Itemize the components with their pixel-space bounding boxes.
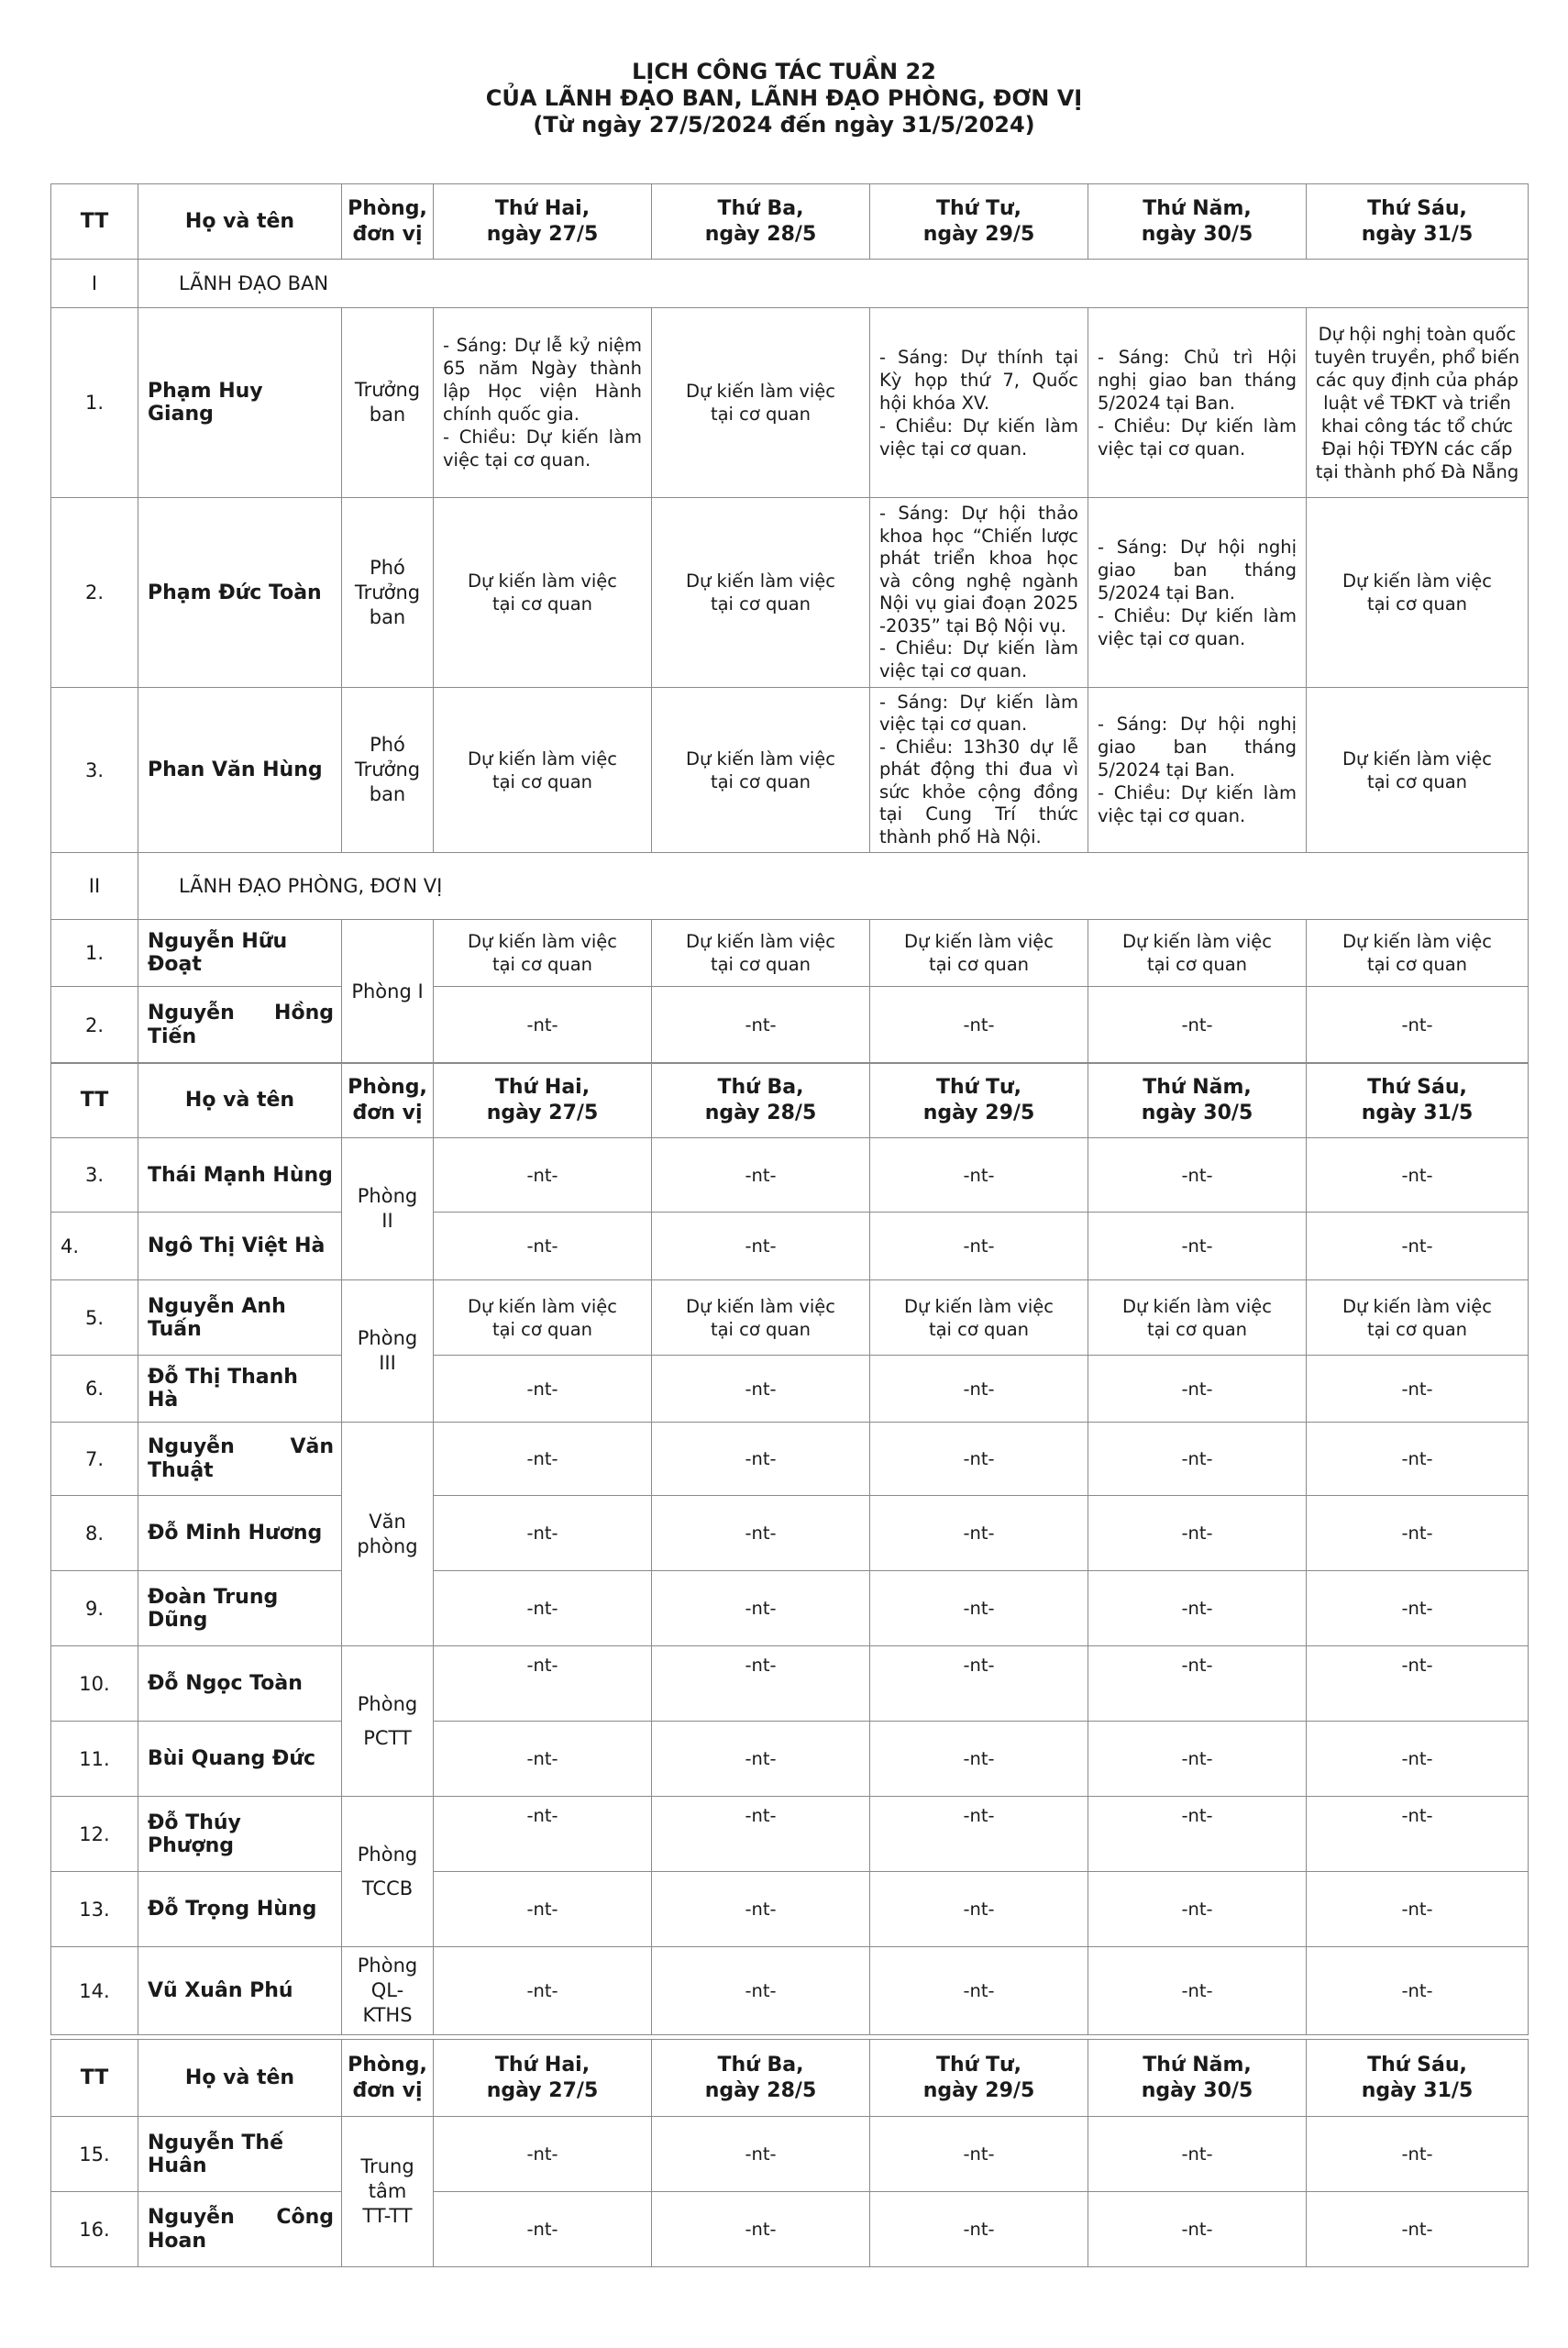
schedule-cell-tue: -nt- [652,1872,870,1947]
person-name: Đỗ Trọng Hùng [138,1872,342,1947]
dept-cell: Trung tâm TT-TT [342,2117,434,2267]
person-name: Bùi Quang Đức [138,1722,342,1797]
dept-cell: Phó Trưởng ban [342,688,434,853]
schedule-cell-fri: -nt- [1307,1797,1529,1872]
schedule-cell-thu: Dự kiến làm việc tại cơ quan [1088,920,1307,987]
dept-cell: Phòng PCTT [342,1646,434,1797]
table-row [51,920,1529,987]
header-day-thu: Thứ Năm, ngày 30/5 [1088,1063,1307,1138]
table-row [51,1947,1529,2035]
schedule-cell-mon: -nt- [434,1496,652,1571]
table-row [51,1872,1529,1947]
table-row [51,1797,1529,1872]
schedule-cell-mon: -nt- [434,1646,652,1722]
schedule-cell-wed: -nt- [870,1356,1088,1423]
schedule-cell-mon: -nt- [434,2117,652,2192]
schedule-cell-tue: Dự kiến làm việc tại cơ quan [652,920,870,987]
schedule-cell-fri: -nt- [1307,987,1529,1064]
schedule-cell-thu: -nt- [1088,1722,1307,1797]
schedule-cell-mon: Dự kiến làm việc tại cơ quan [434,920,652,987]
header-tt: TT [51,184,138,260]
schedule-cell-wed: -nt- [870,1423,1088,1496]
table-row [51,1213,1529,1280]
schedule-table-part-1 [50,183,1529,1064]
table-row [51,1722,1529,1797]
table-row [51,308,1529,498]
header-dept: Phòng, đơn vị [342,2040,434,2117]
schedule-cell-mon: -nt- [434,1356,652,1423]
schedule-cell-fri: Dự kiến làm việc tại cơ quan [1307,1280,1529,1356]
schedule-cell-fri: -nt- [1307,1872,1529,1947]
schedule-cell-tue: -nt- [652,1722,870,1797]
section-row-2 [51,853,1529,920]
header-day-thu: Thứ Năm, ngày 30/5 [1088,2040,1307,2117]
dept-cell: Phòng TCCB [342,1797,434,1947]
person-name: Đỗ Thúy Phượng [138,1797,342,1872]
person-name: Nguyễn Anh Tuấn [138,1280,342,1356]
schedule-cell-wed: -nt- [870,2192,1088,2267]
header-day-fri: Thứ Sáu, ngày 31/5 [1307,184,1529,260]
row-number: 10. [51,1646,138,1722]
schedule-cell-wed: -nt- [870,1138,1088,1213]
header-tt: TT [51,2040,138,2117]
schedule-cell-fri: -nt- [1307,1947,1529,2035]
table-row [51,1280,1529,1356]
schedule-cell-fri: Dự hội nghị toàn quốc tuyên truyền, phổ biến các quy định của pháp luật về TĐKT và triển khai công tác tổ chức Đại hội TĐYN các cấp tại thành phố Đà Nẵng [1307,308,1529,498]
schedule-cell-tue: -nt- [652,1496,870,1571]
schedule-cell-thu: -nt- [1088,1496,1307,1571]
row-number: 1. [51,920,138,987]
person-name: Thái Mạnh Hùng [138,1138,342,1213]
header-day-wed: Thứ Tư, ngày 29/5 [870,1063,1088,1138]
header-day-tue: Thứ Ba, ngày 28/5 [652,2040,870,2117]
person-name: Đỗ Minh Hương [138,1496,342,1571]
schedule-cell-wed: - Sáng: Dự hội thảo khoa học “Chiến lược phát triển khoa học và công nghệ ngành Nội vụ giai đoạn 2025 -2035” tại Bộ Nội vụ. - Chiều: Dự kiến làm việc tại cơ quan. [870,498,1088,688]
schedule-cell-thu: -nt- [1088,1213,1307,1280]
schedule-cell-thu: - Sáng: Dự hội nghị giao ban tháng 5/2024 tại Ban. - Chiều: Dự kiến làm việc tại cơ quan. [1088,498,1307,688]
header-day-mon: Thứ Hai, ngày 27/5 [434,184,652,260]
schedule-cell-tue: -nt- [652,1423,870,1496]
dept-cell: Trưởng ban [342,308,434,498]
schedule-cell-tue: -nt- [652,1797,870,1872]
row-number: 9. [51,1571,138,1646]
schedule-cell-wed: -nt- [870,1496,1088,1571]
schedule-cell-thu: - Sáng: Chủ trì Hội nghị giao ban tháng 5/2024 tại Ban. - Chiều: Dự kiến làm việc tại cơ quan. [1088,308,1307,498]
dept-cell: Phòng QL- KTHS [342,1947,434,2035]
schedule-cell-wed: -nt- [870,1872,1088,1947]
schedule-cell-fri: -nt- [1307,1423,1529,1496]
row-number: 15. [51,2117,138,2192]
header-day-fri: Thứ Sáu, ngày 31/5 [1307,1063,1529,1138]
table-header-row [51,2040,1529,2117]
schedule-cell-tue: -nt- [652,2117,870,2192]
schedule-cell-tue: -nt- [652,1138,870,1213]
table-row [51,2192,1529,2267]
schedule-cell-mon: - Sáng: Dự lễ kỷ niệm 65 năm Ngày thành lập Học viện Hành chính quốc gia. - Chiều: Dự kiến làm việc tại cơ quan. [434,308,652,498]
schedule-cell-fri: -nt- [1307,1138,1529,1213]
schedule-cell-thu: -nt- [1088,987,1307,1064]
section-row-1 [51,260,1529,308]
schedule-cell-thu: -nt- [1088,1571,1307,1646]
schedule-cell-tue: Dự kiến làm việc tại cơ quan [652,498,870,688]
dept-cell: Phó Trưởng ban [342,498,434,688]
schedule-cell-wed: -nt- [870,1947,1088,2035]
schedule-cell-thu: -nt- [1088,1872,1307,1947]
schedule-cell-wed: Dự kiến làm việc tại cơ quan [870,920,1088,987]
row-number: 7. [51,1423,138,1496]
schedule-cell-thu: -nt- [1088,1423,1307,1496]
table-row [51,1423,1529,1496]
schedule-cell-tue: -nt- [652,1356,870,1423]
schedule-table-part-2 [50,1062,1529,2035]
header-day-mon: Thứ Hai, ngày 27/5 [434,2040,652,2117]
schedule-cell-wed: -nt- [870,1646,1088,1722]
schedule-cell-fri: -nt- [1307,2192,1529,2267]
header-day-fri: Thứ Sáu, ngày 31/5 [1307,2040,1529,2117]
schedule-cell-thu: -nt- [1088,1356,1307,1423]
person-name: Nguyễn Công Hoan [138,2192,342,2267]
schedule-cell-fri: Dự kiến làm việc tại cơ quan [1307,920,1529,987]
schedule-cell-thu: -nt- [1088,2192,1307,2267]
row-number: 3. [51,1138,138,1213]
schedule-cell-fri: -nt- [1307,1571,1529,1646]
schedule-cell-thu: - Sáng: Dự hội nghị giao ban tháng 5/2024 tại Ban. - Chiều: Dự kiến làm việc tại cơ quan. [1088,688,1307,853]
schedule-cell-thu: -nt- [1088,1138,1307,1213]
person-name: Phan Văn Hùng [138,688,342,853]
title-line-3: (Từ ngày 27/5/2024 đến ngày 31/5/2024) [533,112,1035,138]
header-name: Họ và tên [138,184,342,260]
schedule-cell-wed: - Sáng: Dự thính tại Kỳ họp thứ 7, Quốc hội khóa XV. - Chiều: Dự kiến làm việc tại cơ quan. [870,308,1088,498]
schedule-cell-thu: -nt- [1088,1646,1307,1722]
schedule-cell-mon: -nt- [434,1872,652,1947]
schedule-cell-thu: Dự kiến làm việc tại cơ quan [1088,1280,1307,1356]
person-name: Nguyễn Văn Thuật [138,1423,342,1496]
schedule-cell-tue: Dự kiến làm việc tại cơ quan [652,688,870,853]
table-row [51,2117,1529,2192]
schedule-cell-wed: -nt- [870,1722,1088,1797]
header-name: Họ và tên [138,1063,342,1138]
table-header-row [51,1063,1529,1138]
table-row [51,1496,1529,1571]
schedule-cell-mon: -nt- [434,1722,652,1797]
table-row [51,688,1529,853]
schedule-cell-tue: Dự kiến làm việc tại cơ quan [652,308,870,498]
row-number: 2. [51,498,138,688]
schedule-cell-mon: -nt- [434,1797,652,1872]
table-header-row [51,184,1529,260]
person-name: Đoàn Trung Dũng [138,1571,342,1646]
schedule-cell-fri: Dự kiến làm việc tại cơ quan [1307,498,1529,688]
schedule-cell-fri: -nt- [1307,1496,1529,1571]
section-label: LÃNH ĐẠO PHÒNG, ĐƠN VỊ [138,853,1529,920]
schedule-cell-mon: -nt- [434,2192,652,2267]
header-dept: Phòng, đơn vị [342,1063,434,1138]
schedule-cell-fri: -nt- [1307,1646,1529,1722]
table-row [51,498,1529,688]
row-number: 12. [51,1797,138,1872]
header-day-tue: Thứ Ba, ngày 28/5 [652,1063,870,1138]
row-number: 2. [51,987,138,1064]
schedule-cell-wed: Dự kiến làm việc tại cơ quan [870,1280,1088,1356]
schedule-cell-tue: -nt- [652,1646,870,1722]
person-name: Ngô Thị Việt Hà [138,1213,342,1280]
schedule-cell-wed: -nt- [870,1571,1088,1646]
schedule-cell-wed: -nt- [870,1213,1088,1280]
dept-cell: Văn phòng [342,1423,434,1646]
title-line-2: CỦA LÃNH ĐẠO BAN, LÃNH ĐẠO PHÒNG, ĐƠN VỊ [485,85,1083,111]
table-row [51,987,1529,1064]
schedule-cell-tue: -nt- [652,987,870,1064]
table-row [51,1138,1529,1213]
schedule-cell-thu: -nt- [1088,1797,1307,1872]
row-number: 3. [51,688,138,853]
row-number: 1. [51,308,138,498]
schedule-cell-fri: -nt- [1307,2117,1529,2192]
schedule-cell-mon: -nt- [434,987,652,1064]
schedule-cell-thu: -nt- [1088,2117,1307,2192]
person-name: Nguyễn Hồng Tiến [138,987,342,1064]
person-name: Phạm Đức Toàn [138,498,342,688]
header-name: Họ và tên [138,2040,342,2117]
schedule-cell-mon: -nt- [434,1213,652,1280]
schedule-cell-mon: Dự kiến làm việc tại cơ quan [434,498,652,688]
schedule-cell-tue: -nt- [652,1571,870,1646]
header-day-wed: Thứ Tư, ngày 29/5 [870,2040,1088,2117]
person-name: Vũ Xuân Phú [138,1947,342,2035]
table-row [51,1571,1529,1646]
row-number: 8. [51,1496,138,1571]
schedule-cell-mon: Dự kiến làm việc tại cơ quan [434,1280,652,1356]
row-number: 5. [51,1280,138,1356]
schedule-cell-mon: Dự kiến làm việc tại cơ quan [434,688,652,853]
title-line-1: LỊCH CÔNG TÁC TUẦN 22 [632,59,936,84]
schedule-cell-tue: Dự kiến làm việc tại cơ quan [652,1280,870,1356]
schedule-cell-fri: Dự kiến làm việc tại cơ quan [1307,688,1529,853]
schedule-cell-fri: -nt- [1307,1213,1529,1280]
schedule-cell-mon: -nt- [434,1423,652,1496]
document-title [0,59,1568,138]
schedule-cell-fri: -nt- [1307,1722,1529,1797]
person-name: Đỗ Ngọc Toàn [138,1646,342,1722]
person-name: Phạm Huy Giang [138,308,342,498]
schedule-table-part-3 [50,2039,1529,2267]
section-number: I [51,260,138,308]
row-number: 11. [51,1722,138,1797]
header-day-tue: Thứ Ba, ngày 28/5 [652,184,870,260]
table-row [51,1646,1529,1722]
header-day-thu: Thứ Năm, ngày 30/5 [1088,184,1307,260]
schedule-cell-tue: -nt- [652,2192,870,2267]
header-dept: Phòng, đơn vị [342,184,434,260]
dept-cell: Phòng III [342,1280,434,1423]
schedule-cell-wed: -nt- [870,1797,1088,1872]
person-name: Nguyễn Thế Huân [138,2117,342,2192]
person-name: Đỗ Thị Thanh Hà [138,1356,342,1423]
schedule-cell-thu: -nt- [1088,1947,1307,2035]
schedule-cell-mon: -nt- [434,1571,652,1646]
schedule-cell-tue: -nt- [652,1213,870,1280]
person-name: Nguyễn Hữu Đoạt [138,920,342,987]
schedule-cell-fri: -nt- [1307,1356,1529,1423]
dept-cell: Phòng II [342,1138,434,1280]
schedule-cell-wed: - Sáng: Dự kiến làm việc tại cơ quan. - Chiều: 13h30 dự lễ phát động thi đua vì sức khỏe cộng đồng tại Cung Trí thức thành phố Hà Nội. [870,688,1088,853]
section-number: II [51,853,138,920]
row-number: 13. [51,1872,138,1947]
row-number: 16. [51,2192,138,2267]
schedule-cell-tue: -nt- [652,1947,870,2035]
table-row [51,1356,1529,1423]
schedule-cell-mon: -nt- [434,1947,652,2035]
header-tt: TT [51,1063,138,1138]
schedule-cell-wed: -nt- [870,987,1088,1064]
row-number: 4. [51,1213,138,1280]
schedule-cell-wed: -nt- [870,2117,1088,2192]
header-day-wed: Thứ Tư, ngày 29/5 [870,184,1088,260]
schedule-cell-mon: -nt- [434,1138,652,1213]
row-number: 14. [51,1947,138,2035]
section-label: LÃNH ĐẠO BAN [138,260,1529,308]
row-number: 6. [51,1356,138,1423]
dept-cell: Phòng I [342,920,434,1064]
header-day-mon: Thứ Hai, ngày 27/5 [434,1063,652,1138]
